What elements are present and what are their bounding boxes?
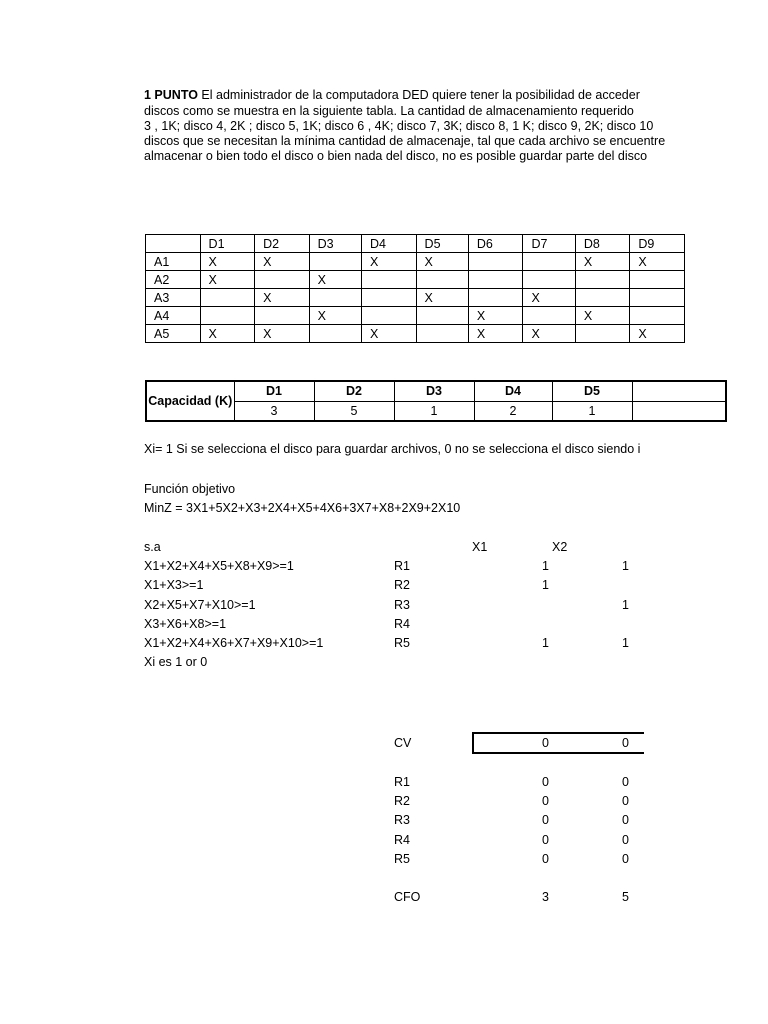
table-cell: A3 xyxy=(146,289,201,307)
table-cell xyxy=(309,325,361,343)
objective-expression: MinZ = 3X1+5X2+X3+2X4+X5+4X6+3X7+X8+2X9+2X10 xyxy=(144,501,461,515)
cfo-label: CFO xyxy=(394,890,421,904)
table-cell: X xyxy=(575,307,630,325)
cfo-cell-x1: 3 xyxy=(542,890,549,904)
table-row xyxy=(146,271,685,289)
matrix-cell: 1 xyxy=(622,598,629,612)
constraints-title: s.a xyxy=(144,540,161,554)
capacity-header-row xyxy=(146,381,726,401)
table-cell: X xyxy=(200,253,255,271)
table-cell: X xyxy=(575,253,630,271)
table-cell: A1 xyxy=(146,253,201,271)
result-row-label: R4 xyxy=(394,833,410,847)
table-cell xyxy=(200,289,255,307)
table-cell xyxy=(523,253,575,271)
table-cell: 3 xyxy=(234,401,314,421)
table-cell: 1 xyxy=(394,401,474,421)
result-cell: 0 xyxy=(542,813,549,827)
table-cell xyxy=(468,253,523,271)
table-cell: 2 xyxy=(474,401,552,421)
table-cell: X xyxy=(255,253,310,271)
capacity-label: Capacidad (K) xyxy=(146,381,234,421)
decision-variable-box[interactable] xyxy=(472,732,644,754)
table-cell: X xyxy=(630,325,685,343)
table-cell xyxy=(632,401,726,421)
table-cell: D1 xyxy=(234,381,314,401)
table-cell: A5 xyxy=(146,325,201,343)
result-cell: 0 xyxy=(622,794,629,808)
table-cell xyxy=(630,289,685,307)
table-cell: D4 xyxy=(362,235,417,253)
table-cell: X xyxy=(630,253,685,271)
matrix-cell: 1 xyxy=(622,636,629,650)
cfo-cell-x2: 5 xyxy=(622,890,629,904)
table-cell xyxy=(416,271,468,289)
constraint-2: X1+X3>=1 xyxy=(144,578,204,592)
table-cell xyxy=(575,271,630,289)
result-cell: 0 xyxy=(542,833,549,847)
table-cell: D6 xyxy=(468,235,523,253)
objective-title: Función objetivo xyxy=(144,482,236,496)
table-cell: D7 xyxy=(523,235,575,253)
table-cell: X xyxy=(309,307,361,325)
xi-definition: Xi= 1 Si se selecciona el disco para guardar archivos, 0 no se selecciona el disco siendo i xyxy=(144,442,641,456)
table-cell: X xyxy=(468,325,523,343)
table-cell: X xyxy=(255,289,310,307)
col-header-x2: X2 xyxy=(552,540,568,554)
constraint-5: X1+X2+X4+X6+X7+X9+X10>=1 xyxy=(144,636,324,650)
table-cell: X xyxy=(200,271,255,289)
table-cell xyxy=(630,307,685,325)
table-header-row xyxy=(146,235,685,253)
table-cell: X xyxy=(468,307,523,325)
archive-disk-table xyxy=(145,234,685,343)
intro-line-4: discos que se necesitan la mínima cantidad de almacenaje, tal que cada archivo se encuentre xyxy=(144,134,666,148)
table-cell xyxy=(523,271,575,289)
constraint-1: X1+X2+X4+X5+X8+X9>=1 xyxy=(144,559,294,573)
table-cell: D4 xyxy=(474,381,552,401)
table-cell: X xyxy=(362,253,417,271)
col-header-x1: X1 xyxy=(472,540,488,554)
table-cell: D5 xyxy=(552,381,632,401)
table-cell xyxy=(255,271,310,289)
matrix-row-label: R2 xyxy=(394,578,410,592)
matrix-cell: 1 xyxy=(542,578,549,592)
table-cell: D2 xyxy=(255,235,310,253)
table-cell xyxy=(146,235,201,253)
cv-label: CV xyxy=(394,736,412,750)
table-cell: D5 xyxy=(416,235,468,253)
table-cell xyxy=(309,253,361,271)
matrix-cell: 1 xyxy=(542,559,549,573)
intro-line-text: El administrador de la computadora DED quiere tener la posibilidad de acceder xyxy=(197,88,640,102)
table-cell xyxy=(255,307,310,325)
result-cell: 0 xyxy=(622,852,629,866)
table-cell: X xyxy=(200,325,255,343)
constraint-4: X3+X6+X8>=1 xyxy=(144,617,227,631)
table-cell xyxy=(362,271,417,289)
table-cell xyxy=(362,289,417,307)
table-cell: D9 xyxy=(630,235,685,253)
constraint-3: X2+X5+X7+X10>=1 xyxy=(144,598,256,612)
table-cell xyxy=(416,307,468,325)
matrix-row-label: R1 xyxy=(394,559,410,573)
intro-line-1 xyxy=(144,87,640,103)
table-cell: X xyxy=(416,253,468,271)
intro-bold-label: 1 PUNTO xyxy=(144,88,198,102)
table-cell xyxy=(575,325,630,343)
table-cell xyxy=(523,307,575,325)
table-cell: X xyxy=(362,325,417,343)
table-cell xyxy=(632,381,726,401)
table-cell xyxy=(468,271,523,289)
matrix-row-label: R5 xyxy=(394,636,410,650)
capacity-table xyxy=(145,380,727,422)
sheet-viewport xyxy=(144,0,666,1024)
result-row-label: R3 xyxy=(394,813,410,827)
table-cell: 1 xyxy=(552,401,632,421)
intro-line-5: almacenar o bien todo el disco o bien nada del disco, no es posible guardar parte del disco xyxy=(144,149,648,163)
table-cell: D1 xyxy=(200,235,255,253)
table-cell: A4 xyxy=(146,307,201,325)
table-row xyxy=(146,289,685,307)
cv-cell-x2[interactable]: 0 xyxy=(622,736,629,750)
table-cell xyxy=(200,307,255,325)
table-cell: D3 xyxy=(394,381,474,401)
table-row xyxy=(146,307,685,325)
table-cell: D3 xyxy=(309,235,361,253)
matrix-row-label: R3 xyxy=(394,598,410,612)
intro-line-3: 3 , 1K; disco 4, 2K ; disco 5, 1K; disco 6 , 4K; disco 7, 3K; disco 8, 1 K; disco 9, 2K; disco 10 xyxy=(144,119,654,133)
result-cell: 0 xyxy=(542,794,549,808)
table-cell xyxy=(468,289,523,307)
table-cell xyxy=(416,325,468,343)
result-cell: 0 xyxy=(622,813,629,827)
matrix-cell: 1 xyxy=(622,559,629,573)
domain-constraint: Xi es 1 or 0 xyxy=(144,655,208,669)
table-cell: 5 xyxy=(314,401,394,421)
table-cell: X xyxy=(523,325,575,343)
table-row xyxy=(146,325,685,343)
result-cell: 0 xyxy=(622,833,629,847)
table-cell xyxy=(309,289,361,307)
table-cell xyxy=(362,307,417,325)
table-cell: X xyxy=(255,325,310,343)
cv-cell-x1[interactable]: 0 xyxy=(542,736,549,750)
result-cell: 0 xyxy=(542,775,549,789)
intro-line-2: discos como se muestra en la siguiente tabla. La cantidad de almacenamiento requerido xyxy=(144,104,634,118)
table-cell xyxy=(630,271,685,289)
table-cell: X xyxy=(523,289,575,307)
matrix-row-label: R4 xyxy=(394,617,410,631)
table-cell: A2 xyxy=(146,271,201,289)
table-row xyxy=(146,253,685,271)
table-cell: D2 xyxy=(314,381,394,401)
result-cell: 0 xyxy=(542,852,549,866)
result-row-label: R2 xyxy=(394,794,410,808)
table-cell: D8 xyxy=(575,235,630,253)
result-row-label: R5 xyxy=(394,852,410,866)
result-cell: 0 xyxy=(622,775,629,789)
matrix-cell: 1 xyxy=(542,636,549,650)
table-cell: X xyxy=(416,289,468,307)
result-row-label: R1 xyxy=(394,775,410,789)
table-cell: X xyxy=(309,271,361,289)
table-cell xyxy=(575,289,630,307)
